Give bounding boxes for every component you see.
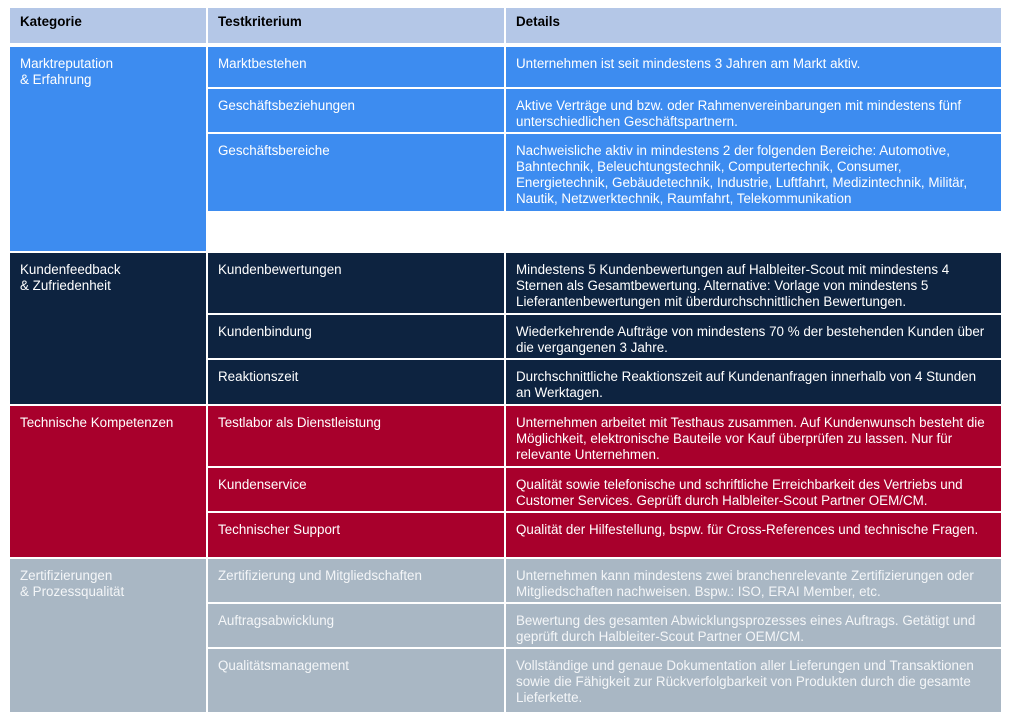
- details-cell: Nachweisliche aktiv in mindestens 2 der folgenden Bereiche: Automotive, Bahntechnik, Beleuchtungstechnik, Computertechnik, Consumer, Energietechnik, Gebäudetechnik, Industrie, Luftfahrt, Medizintechnik, Militär, Nautik, Netzwerktechnik, Raumfahrt, Telekommunikation: [506, 134, 1003, 213]
- table-row: [208, 360, 1003, 406]
- details-cell: Vollständige und genaue Dokumentation aller Lieferungen und Transaktionen sowie die Fähigkeit zur Rückverfolgbarkeit von Produkten durch die gesamte Lieferkette.: [506, 649, 1003, 714]
- criterion-cell: Kundenbewertungen: [208, 253, 506, 315]
- table-row: [208, 513, 1003, 559]
- header-kategorie: Kategorie: [10, 8, 208, 47]
- table-row: [208, 559, 1003, 604]
- criteria-table: [10, 8, 1003, 714]
- details-cell: Wiederkehrende Aufträge von mindestens 70 % der bestehenden Kunden über die vergangenen 3 Jahre.: [506, 315, 1003, 360]
- table-row: [208, 89, 1003, 134]
- table-header: [10, 8, 1003, 47]
- details-cell: Mindestens 5 Kundenbewertungen auf Halbleiter-Scout mit mindestens 4 Sternen als Gesamtbewertung. Alternative: Vorlage von mindestens 5 Lieferantenbewertungen mit überdurchschnittlichen Bewertungen.: [506, 253, 1003, 315]
- table-row: [208, 253, 1003, 315]
- criterion-cell: Technischer Support: [208, 513, 506, 559]
- group-marktreputation: [10, 47, 1003, 253]
- details-cell: Aktive Verträge und bzw. oder Rahmenvereinbarungen mit mindestens fünf unterschiedlichen Geschäftspartnern.: [506, 89, 1003, 134]
- details-cell: Unternehmen arbeitet mit Testhaus zusammen. Auf Kundenwunsch besteht die Möglichkeit, elektronische Bauteile vor Kauf überprüfen zu lassen. Nur für relevante Unternehmen.: [506, 406, 1003, 468]
- group-technische-kompetenzen: [10, 406, 1003, 559]
- table-row: [208, 134, 1003, 213]
- header-testkriterium: Testkriterium: [208, 8, 506, 47]
- criterion-cell: Marktbestehen: [208, 47, 506, 89]
- category-cell: Zertifizierungen & Prozessqualität: [10, 559, 208, 714]
- details-cell: Qualität sowie telefonische und schriftliche Erreichbarkeit des Vertriebs und Customer Services. Geprüft durch Halbleiter-Scout Partner OEM/CM.: [506, 468, 1003, 513]
- table-row: [208, 315, 1003, 360]
- group-kundenfeedback: [10, 253, 1003, 406]
- criterion-cell: Geschäftsbeziehungen: [208, 89, 506, 134]
- criterion-cell: Kundenservice: [208, 468, 506, 513]
- table-row: [208, 604, 1003, 649]
- criterion-cell: Kundenbindung: [208, 315, 506, 360]
- category-cell: Technische Kompetenzen: [10, 406, 208, 559]
- criterion-cell: Testlabor als Dienstleistung: [208, 406, 506, 468]
- table-row: [208, 649, 1003, 714]
- details-cell: Unternehmen ist seit mindestens 3 Jahren am Markt aktiv.: [506, 47, 1003, 89]
- header-details: Details: [506, 8, 1003, 47]
- details-cell: Unternehmen kann mindestens zwei branchenrelevante Zertifizierungen oder Mitgliedschaften nachweisen. Bspw.: ISO, ERAI Member, etc.: [506, 559, 1003, 604]
- criterion-cell: Zertifizierung und Mitgliedschaften: [208, 559, 506, 604]
- group-zertifizierungen: [10, 559, 1003, 714]
- details-cell: Qualität der Hilfestellung, bspw. für Cross-References und technische Fragen.: [506, 513, 1003, 559]
- category-cell: Marktreputation & Erfahrung: [10, 47, 208, 253]
- criterion-cell: Reaktionszeit: [208, 360, 506, 406]
- table-row: [208, 47, 1003, 89]
- details-cell: Durchschnittliche Reaktionszeit auf Kundenanfragen innerhalb von 4 Stunden an Werktagen.: [506, 360, 1003, 406]
- details-cell: Bewertung des gesamten Abwicklungsprozesses eines Auftrags. Getätigt und geprüft durch Halbleiter-Scout Partner OEM/CM.: [506, 604, 1003, 649]
- table-row: [208, 468, 1003, 513]
- category-cell: Kundenfeedback & Zufriedenheit: [10, 253, 208, 406]
- table-row: [208, 406, 1003, 468]
- criterion-cell: Qualitätsmanagement: [208, 649, 506, 714]
- criterion-cell: Auftragsabwicklung: [208, 604, 506, 649]
- criterion-cell: Geschäftsbereiche: [208, 134, 506, 213]
